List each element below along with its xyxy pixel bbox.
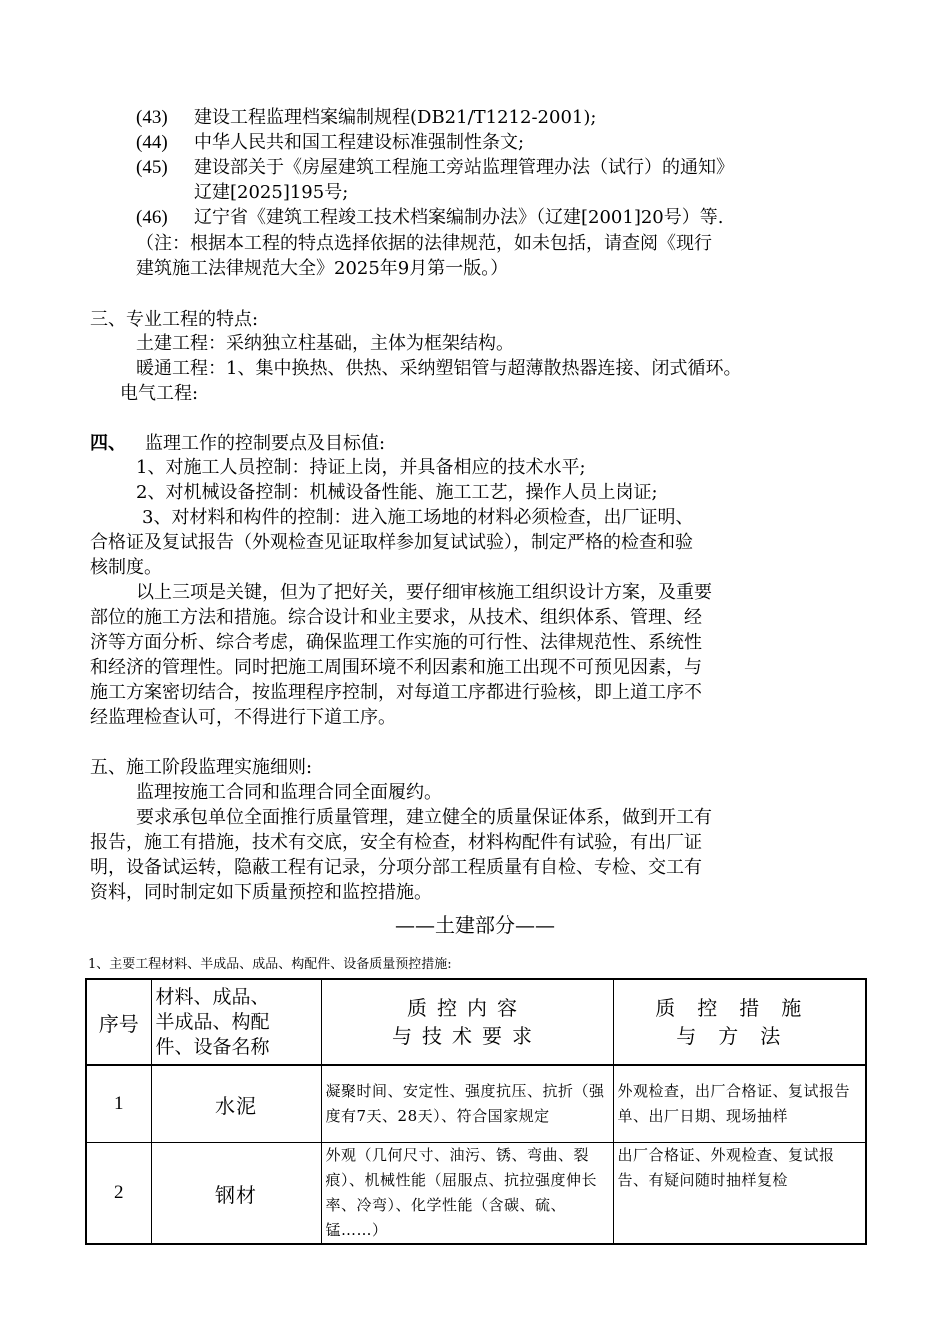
paragraph-line: 经监理检查认可，不得进行下道工序。 [90,707,396,728]
row-index: 2 [86,1143,151,1245]
paragraph-line: 以上三项是关键，但为了把好关，要仔细审核施工组织设计方案，及重要 [136,582,712,603]
ref-number: (46) [136,207,168,228]
ref-text: 建设工程监理档案编制规程(DB21/T1212-2001); [194,107,597,128]
ref-item [136,131,525,155]
ref-text: 建设部关于《房屋建筑工程施工旁站监理管理办法（试行）的通知》 [194,157,734,178]
section-heading [90,432,386,456]
paragraph-line: 土建工程：采纳独立柱基础，主体为框架结构。 [136,333,514,354]
header-content-line: 质控内容 [407,996,527,1020]
ref-text: 中华人民共和国工程建设标准强制性条文; [194,132,525,153]
paragraph-line: 核制度。 [90,557,162,578]
paragraph-line: 部位的施工方法和措施。综合设计和业主要求，从技术、组织体系、管理、经 [90,607,702,628]
header-material-line: 件、设备名称 [155,1035,270,1058]
section-heading: 五、施工阶段监理实施细则: [90,757,313,778]
paragraph-line: 监理按施工合同和监理合同全面履约。 [136,782,442,803]
table-caption: 1、主要工程材料、半成品、成品、构配件、设备质量预控措施: [88,957,452,972]
header-content [321,979,613,1065]
row-index: 1 [86,1065,151,1143]
table-row [86,1065,866,1143]
header-material [151,979,321,1065]
section-heading: 三、专业工程的特点: [90,309,259,330]
quality-control-table [85,978,867,1245]
row-material: 钢材 [151,1143,321,1245]
row-content: 外观（几何尺寸、油污、锈、弯曲、裂痕）、机械性能（屈服点、抗拉强度伸长率、冷弯）、化学性能（含碳、硫、锰……） [321,1143,613,1245]
paragraph-line: 明，设备试运转，隐蔽工程有记录，分项分部工程质量有自检、专检、交工有 [90,857,702,878]
table-row [86,1143,866,1245]
ref-number: (43) [136,107,168,128]
paragraph-line: 施工方案密切结合，按监理程序控制，对每道工序都进行验核，即上道工序不 [90,682,702,703]
row-measure: 出厂合格证、外观检查、复试报告、有疑问随时抽样复检 [613,1143,866,1245]
paragraph-line: 暖通工程：1、集中换热、供热、采纳塑铝管与超薄散热器连接、闭式循环。 [136,358,742,379]
note-line: 建筑施工法律规范大全》2025年9月第一版。） [136,258,509,279]
table-header-row [86,979,866,1065]
ref-item [136,206,724,230]
ref-item [136,156,734,180]
header-index: 序号 [86,979,151,1065]
header-material-line: 材料、成品、 [155,985,270,1008]
paragraph-line: 电气工程: [120,383,199,404]
paragraph-line: 和经济的管理性。同时把施工周围环境不利因素和施工出现不可预见因素，与 [90,657,702,678]
paragraph-line: 合格证及复试报告（外观检查见证取样参加复试试验），制定严格的检查和验 [90,532,693,553]
header-material-line: 半成品、构配 [155,1010,270,1033]
paragraph-line: 要求承包单位全面推行质量管理，建立健全的质量保证体系，做到开工有 [136,807,712,828]
ref-number: (44) [136,132,168,153]
ref-continuation: 辽建[2025]195号; [194,182,349,203]
header-measure-line: 质控措施 [655,996,824,1020]
row-material: 水泥 [151,1065,321,1143]
section-title: 监理工作的控制要点及目标值: [145,433,386,454]
paragraph-line: 1、对施工人员控制：持证上岗，并具备相应的技术水平; [136,457,586,478]
row-content: 凝聚时间、安定性、强度抗压、抗折（强度有7天、28天）、符合国家规定 [321,1065,613,1143]
ref-text: 辽宁省《建筑工程竣工技术档案编制办法》（辽建[2001]20号）等. [194,207,724,228]
paragraph-line: 3、对材料和构件的控制：进入施工场地的材料必须检查，出厂证明、 [142,507,694,528]
paragraph-line: 资料，同时制定如下质量预控和监控措施。 [90,882,432,903]
header-measure [613,979,866,1065]
row-measure: 外观检查，出厂合格证、复试报告单、出厂日期、现场抽样 [613,1065,866,1143]
section-number: 四、 [90,433,126,454]
paragraph-line: 济等方面分析、综合考虑，确保监理工作实施的可行性、法律规范性、系统性 [90,632,702,653]
paragraph-line: 2、对机械设备控制：机械设备性能、施工工艺，操作人员上岗证; [136,482,658,503]
header-measure-line: 与方法 [676,1024,803,1048]
note-line: （注：根据本工程的特点选择依据的法律规范，如未包括，请查阅《现行 [136,233,712,254]
part-heading: ——土建部分—— [395,913,555,937]
ref-item [136,106,597,130]
ref-number: (45) [136,157,168,178]
header-content-line: 与技术要求 [392,1024,542,1048]
paragraph-line: 报告，施工有措施，技术有交底，安全有检查，材料构配件有试验，有出厂证 [90,832,702,853]
